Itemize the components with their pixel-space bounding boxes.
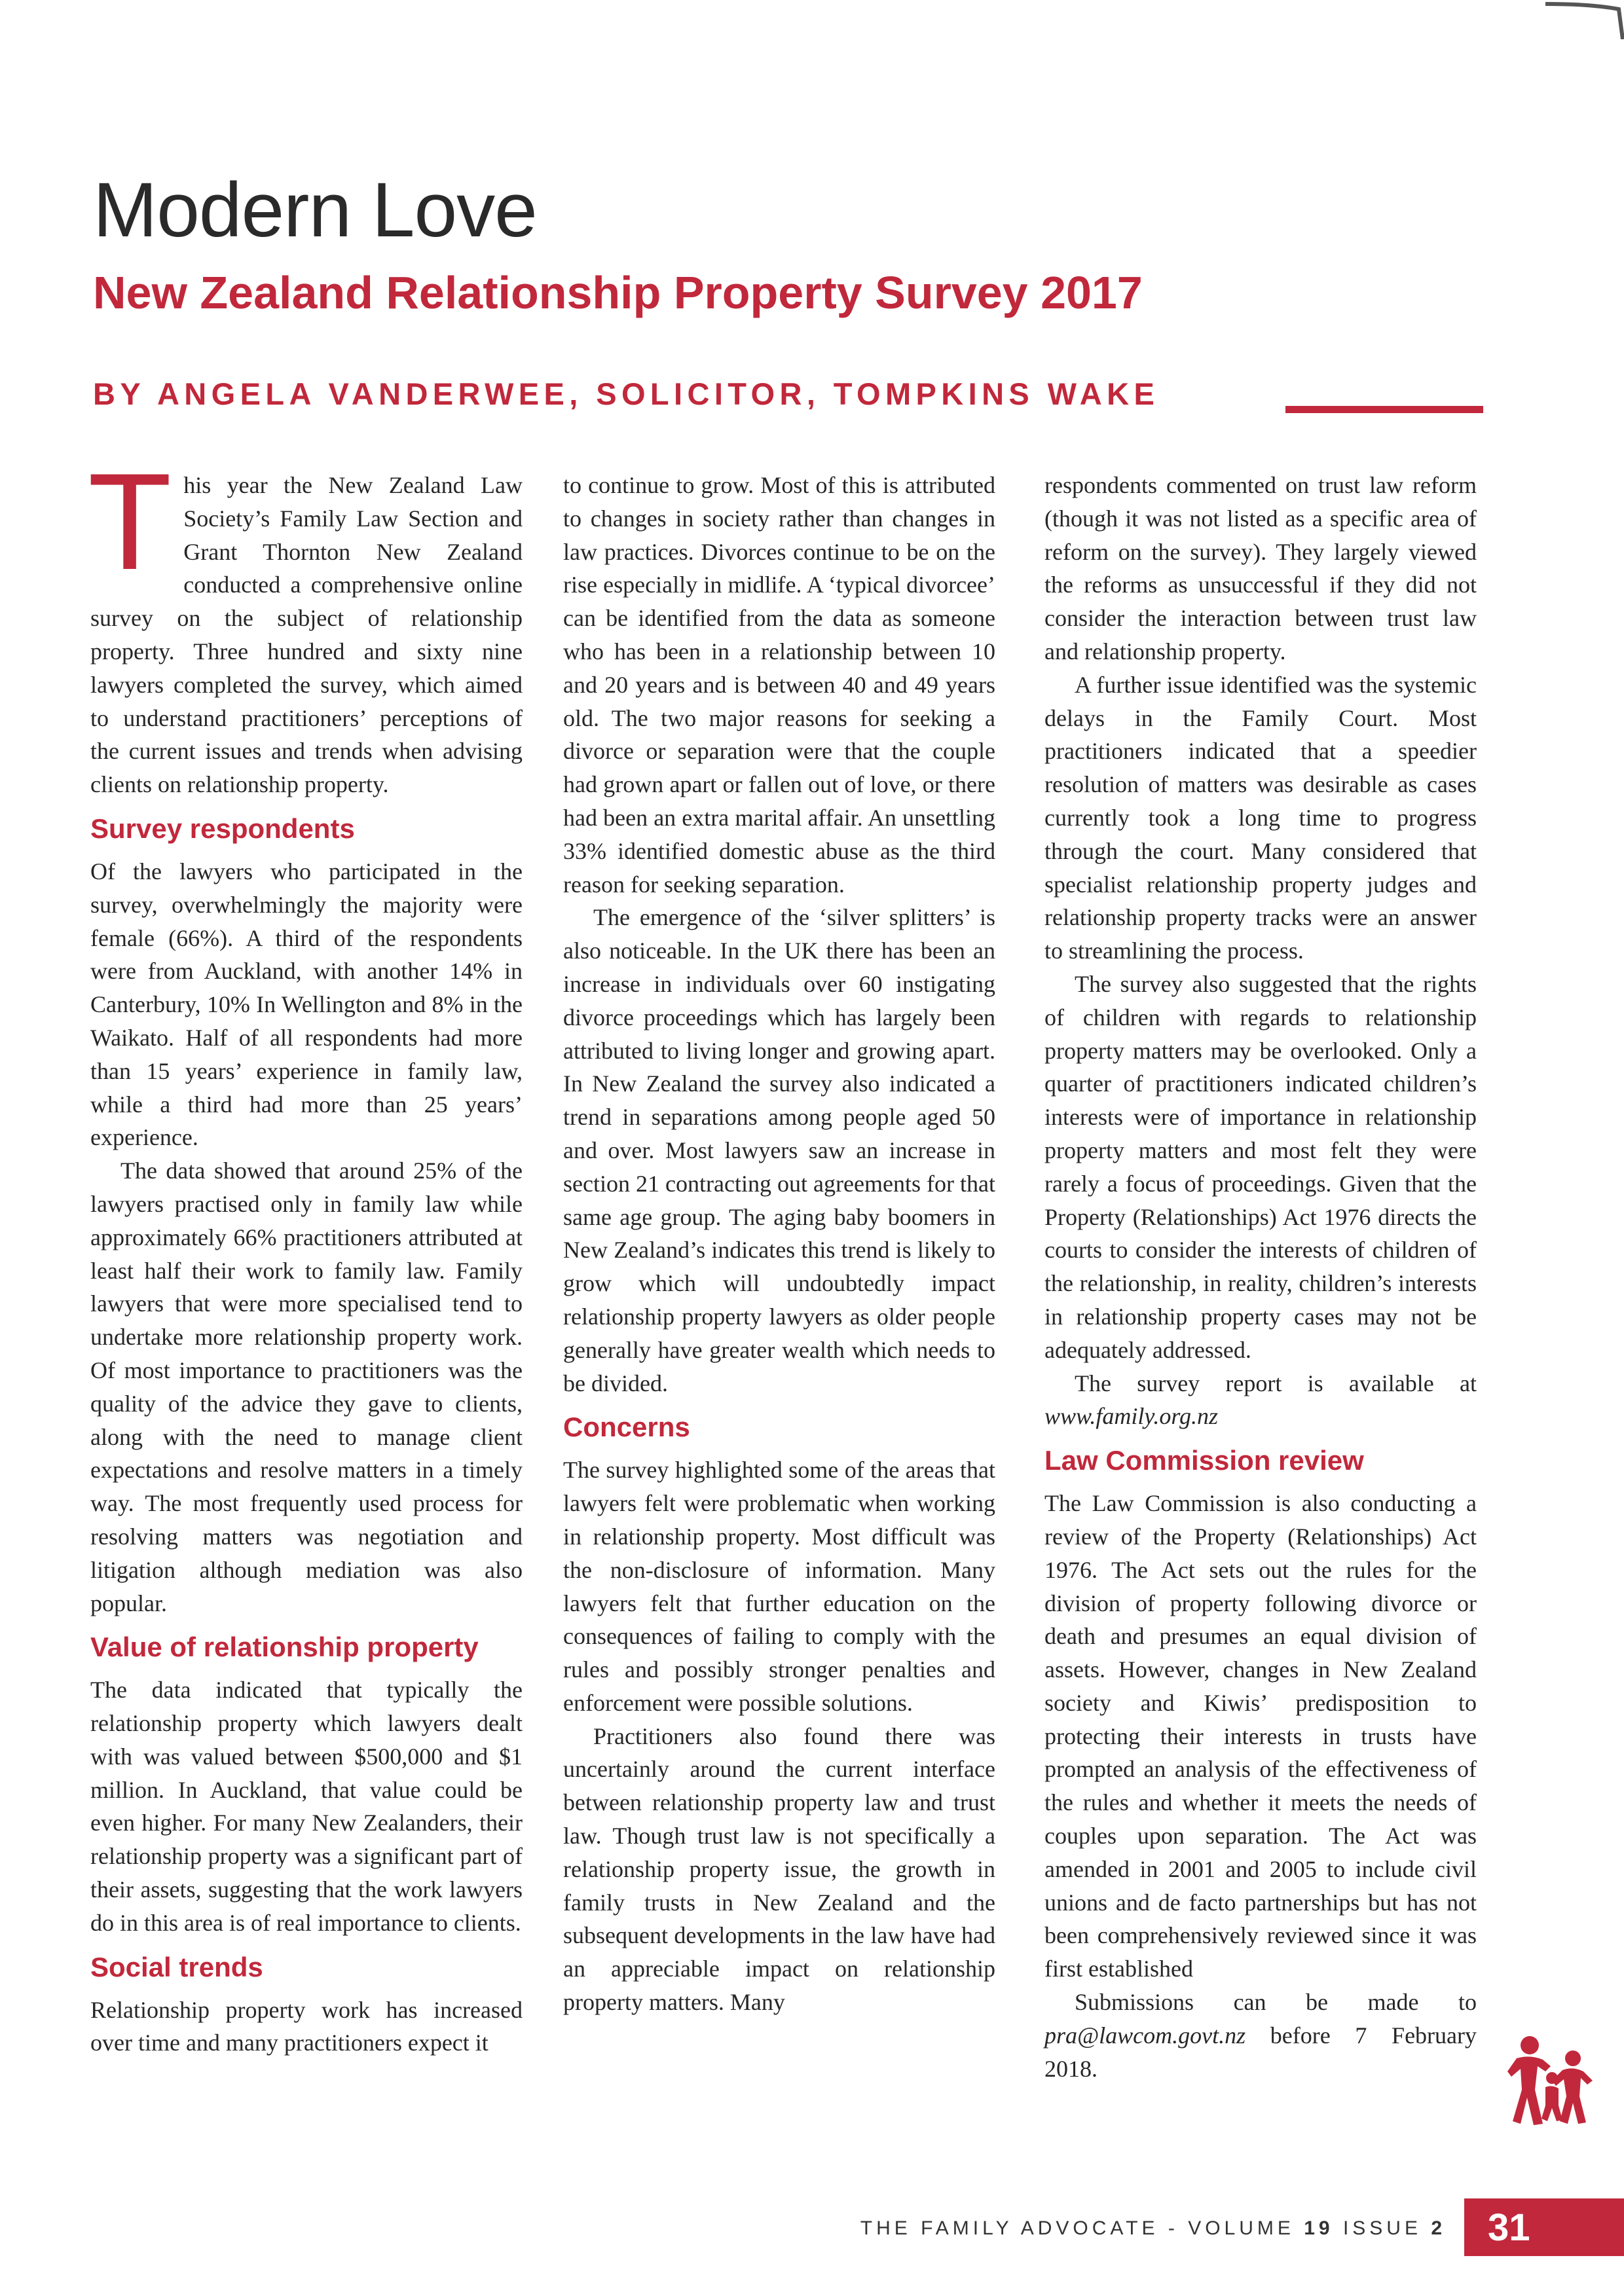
byline-rule (1285, 406, 1483, 413)
page-title: Modern Love (93, 167, 537, 253)
page-subtitle: New Zealand Relationship Property Survey 2017 (93, 267, 1143, 318)
article-column-3 (1044, 469, 1477, 2151)
submission-email-link[interactable]: pra@lawcom.govt.nz (1044, 2022, 1246, 2049)
paragraph: The data showed that around 25% of the lawyers practised only in family law while approximately 66% practitioners attributed at least half their work to family law. Family lawyers that were more specialised tend to undertake more relationship property work. Of most importance to practitioners was the quality of the advice they gave to clients, along with the need to manage client expectations and resolve matters in a timely way. The most frequently used process for resolving matters was negotiation and litigation although mediation was also popular. (90, 1157, 523, 1616)
paragraph: Of the lawyers who participated in the survey, overwhelmingly the majority were female (66%). A third of the respondents were from Auckland, with another 14% in Canterbury, 10% In Wellington and 8% in the Waikato. Half of all respondents had more than 15 years’ experience in family law, while a third had more than 25 years’ experience. (90, 858, 523, 1151)
paragraph: to continue to grow. Most of this is attributed to changes in society rather than changes in law practices. Divorces continue to be on the rise especially in midlife. A ‘typical divorcee’ can be identified from the data as someone who has been in a relationship between 10 and 20 years and is between 40 and 49 years old. The two major reasons for seeking a divorce or separation were that the couple had grown apart or fallen out of love, or there had been an extra marital affair. An unsettling 33% identified domestic abuse as the third reason for seeking separation. (563, 472, 995, 898)
paragraph: Relationship property work has increased over time and many practitioners expect it (90, 1996, 523, 2056)
page-corner-mark (1545, 0, 1624, 39)
paragraph: Practitioners also found there was uncertainly around the current interface between relationship property law and trust law. Though trust law is not specifically a relationship property issue, the growth in family trusts in New Zealand and the subsequent developments in the law have had an appreciable impact on relationship property matters. Many (563, 1722, 995, 2016)
heading-law-commission-review: Law Commission review (1044, 1445, 1364, 1476)
footer-publication: THE FAMILY ADVOCATE - VOLUME 19 ISSUE 2 (860, 2217, 1446, 2239)
family-figures-icon (1505, 2032, 1596, 2130)
footer-issue: 2 (1431, 2217, 1446, 2239)
page-number: 31 (1464, 2200, 1624, 2256)
heading-survey-respondents: Survey respondents (90, 812, 355, 844)
paragraph: The Law Commission is also conducting a review of the Property (Relationships) Act 1976. The Act sets out the rules for the division of property following divorce or death and presumes an equal division of assets. However, changes in New Zealand society and Kiwis’ predisposition to protecting their interests in trusts have prompted an analysis of the effectiveness of the rules and whether it meets the needs of couples upon separation. The Act was amended in 2001 and 2005 to include civil unions and de facto partnerships but has not been comprehensively reviewed since it was first established (1044, 1490, 1477, 1982)
footer-volume: 19 (1304, 2217, 1334, 2239)
paragraph: The survey highlighted some of the areas that lawyers felt were problematic when working in relationship property. Most difficult was the non-disclosure of information. Many lawyers felt that further education on the consequences of failing to comply with the rules and possibly stronger penalties and enforcement were possible solutions. (563, 1457, 995, 1716)
paragraph: respondents commented on trust law reform (though it was not listed as a specific area of reform on the survey). They largely viewed the reforms as unsuccessful if they did not consider the interaction between trust law and relationship property. (1044, 472, 1477, 665)
drop-cap: T (88, 445, 172, 598)
paragraph: Submissions can be made to pra@lawcom.govt.nz before 7 February 2018. (1044, 1989, 1477, 2082)
paragraph: The emergence of the ‘silver splitters’ is also noticeable. In the UK there has been an increase in individuals over 60 instigating divorce proceedings which has largely been attributed to living longer and growing apart. In New Zealand the survey also indicated a trend in separations among people aged 50 and over. Most lawyers saw an increase in section 21 contracting out agreements for that same age group. The aging baby boomers in New Zealand’s indicates this trend is likely to grow which will undoubtedly impact relationship property lawyers as older people generally have greater wealth which needs to be divided. (563, 904, 995, 1396)
heading-value-of-relationship-property: Value of relationship property (90, 1631, 479, 1663)
byline: BY ANGELA VANDERWEE, SOLICITOR, TOMPKINS WAKE (93, 376, 1160, 411)
article-column-1 (88, 445, 523, 2151)
heading-concerns: Concerns (563, 1412, 690, 1443)
intro-paragraph: This year the New Zealand Law Society’s Family Law Section and Grant Thornton New Zealand conducted a comprehensive online survey on the subject of relationship property. Three hundred and sixty nine lawyers completed the survey, which aimed to understand practitioners’ perceptions of the current issues and trends when advising clients on relationship property. (88, 445, 523, 798)
report-link[interactable]: www.family.org.nz (1044, 1403, 1219, 1430)
paragraph: The survey also suggested that the rights of children with regards to relationship property matters may be overlooked. Only a quarter of practitioners indicated children’s interests were of importance in relationship property matters and most felt they were rarely a focus of proceedings. Given that the Property (Relationships) Act 1976 directs the courts to consider the interests of children of the relationship, in reality, children’s interests in relationship property cases may not be adequately addressed. (1044, 970, 1477, 1363)
paragraph: A further issue identified was the systemic delays in the Family Court. Most practitioners indicated that a speedier resolution of matters was desirable as cases currently took a long time to progress through the court. Many considered that specialist relationship property judges and relationship property tracks were an answer to streamlining the process. (1044, 671, 1477, 964)
paragraph: The survey report is available at www.family.org.nz (1044, 1370, 1477, 1430)
paragraph: The data indicated that typically the relationship property which lawyers dealt with was valued between $500,000 and $1 million. In Auckland, that value could be even higher. For many New Zealanders, their relationship property was a significant part of their assets, suggesting that the work lawyers do in this area is of real importance to clients. (90, 1677, 523, 1936)
heading-social-trends: Social trends (90, 1951, 263, 1982)
article-column-2 (563, 469, 995, 2151)
